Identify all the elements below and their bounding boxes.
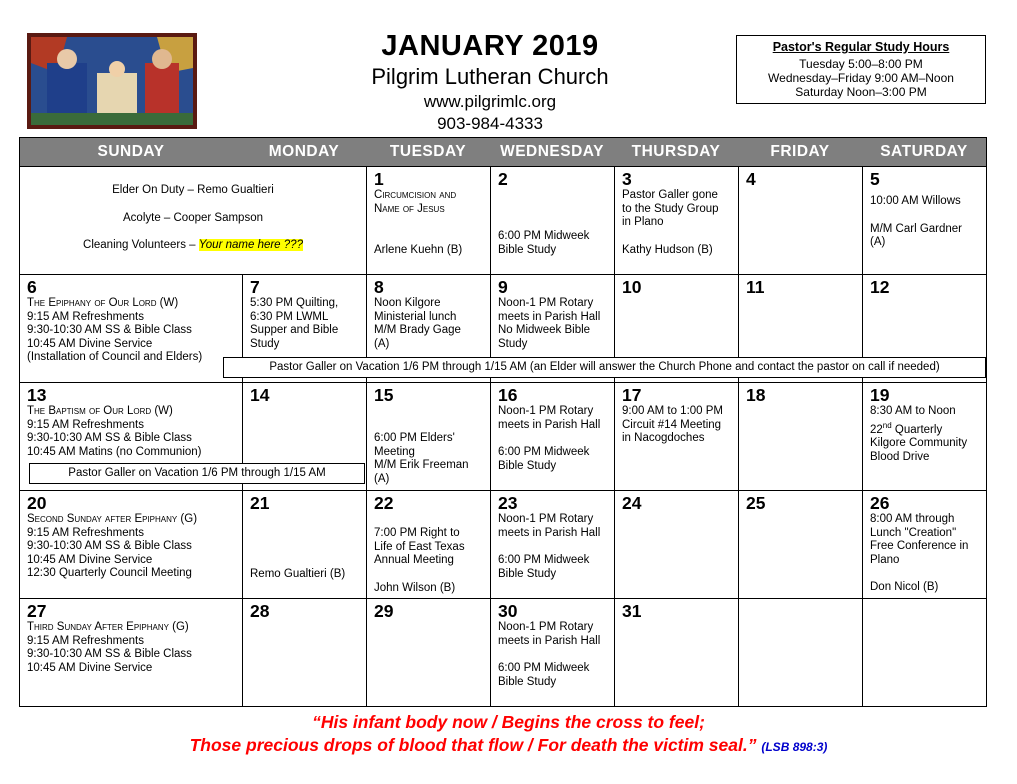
hymn-quote-line1: “His infant body now / Begins the cross to feel; bbox=[312, 712, 705, 732]
event-line: 9:15 AM Refreshments bbox=[27, 418, 144, 431]
day-note: Kathy Hudson (B) bbox=[622, 243, 713, 256]
weekday-thursday: THURSDAY bbox=[631, 143, 721, 160]
week1-info bbox=[20, 184, 366, 253]
church-phone: 903-984-4333 bbox=[437, 114, 543, 133]
day-cell-1 bbox=[374, 169, 490, 258]
event-line: Life of East Texas bbox=[374, 540, 465, 553]
day-number: 17 bbox=[622, 385, 642, 405]
study-hours-line: Wednesday–Friday 9:00 AM–Noon bbox=[768, 71, 954, 85]
event-line: 6:00 PM Midweek bbox=[498, 554, 590, 567]
cleaning-highlight: Your name here ??? bbox=[198, 239, 303, 252]
event-line: 9:30-10:30 AM SS & Bible Class bbox=[27, 324, 192, 337]
event-line: 10:45 AM Matins (no Communion) bbox=[27, 445, 202, 458]
event-line: to the Study Group bbox=[622, 202, 719, 215]
day-number: 15 bbox=[374, 385, 394, 405]
event-line: 10:45 AM Divine Service bbox=[27, 337, 153, 350]
row-divider bbox=[20, 274, 986, 275]
event-line: M/M Carl Gardner bbox=[870, 222, 963, 235]
cleaning-label: Cleaning Volunteers – bbox=[83, 239, 199, 252]
event-line: Lunch "Creation" bbox=[870, 526, 957, 539]
day-cell-22 bbox=[374, 493, 490, 595]
event-line: meets in Parish Hall bbox=[498, 418, 601, 431]
day-number: 25 bbox=[746, 493, 766, 513]
study-hours-line: Tuesday 5:00–8:00 PM bbox=[799, 57, 923, 71]
event-line: Meeting bbox=[374, 445, 415, 458]
day-cell-29 bbox=[374, 601, 490, 621]
feast-name: Circumcision and bbox=[374, 189, 457, 201]
feast-name: Third Sunday After Epiphany (G) bbox=[27, 621, 189, 633]
event-line: 6:00 PM Elders' bbox=[374, 432, 455, 444]
day-cell-19 bbox=[870, 385, 986, 464]
day-cell-17 bbox=[622, 385, 738, 446]
row-divider bbox=[20, 166, 986, 167]
day-cell-24 bbox=[622, 493, 738, 513]
day-number: 20 bbox=[27, 493, 47, 513]
day-cell-7 bbox=[250, 277, 366, 351]
ordinal-suffix: nd bbox=[882, 420, 892, 430]
day-cell-28 bbox=[250, 601, 366, 621]
day-cell-15 bbox=[374, 385, 490, 486]
day-cell-3 bbox=[622, 169, 738, 257]
day-number: 26 bbox=[870, 493, 890, 513]
day-number: 1 bbox=[374, 169, 384, 189]
day-number: 31 bbox=[622, 601, 642, 621]
feast-name: Second Sunday after Epiphany (G) bbox=[27, 513, 198, 525]
feast-name: Name of Jesus bbox=[374, 202, 445, 215]
day-number: 21 bbox=[250, 493, 270, 513]
event-line: Bible Study bbox=[498, 675, 557, 688]
column-divider bbox=[738, 166, 739, 706]
elder-on-duty: Elder On Duty – Remo Gualtieri bbox=[112, 184, 274, 196]
day-cell-2 bbox=[498, 169, 614, 257]
column-divider bbox=[862, 166, 863, 706]
day-number: 2 bbox=[498, 169, 508, 189]
day-cell-12 bbox=[870, 277, 986, 297]
event-line: Noon-1 PM Rotary bbox=[498, 621, 594, 633]
event-line: Kilgore Community bbox=[870, 437, 968, 450]
day-number: 8 bbox=[374, 277, 384, 297]
day-number: 4 bbox=[746, 169, 756, 189]
vacation-banner: Pastor Galler on Vacation 1/6 PM through 1/15 AM bbox=[29, 463, 365, 484]
day-note: John Wilson (B) bbox=[374, 581, 456, 594]
day-cell-31 bbox=[622, 601, 738, 621]
event-line bbox=[870, 419, 986, 437]
event-line: 12:30 Quarterly Council Meeting bbox=[27, 567, 192, 580]
day-note: Arlene Kuehn (B) bbox=[374, 244, 463, 257]
event-text: Quarterly bbox=[891, 423, 943, 436]
church-website: www.pilgrimlc.org bbox=[423, 92, 557, 111]
event-line: Bible Study bbox=[498, 459, 557, 472]
study-hours-box bbox=[736, 35, 986, 104]
event-line: Ministerial lunch bbox=[374, 310, 457, 323]
day-number: 14 bbox=[250, 385, 270, 405]
day-number: 13 bbox=[27, 385, 47, 405]
church-name: Pilgrim Lutheran Church bbox=[371, 64, 609, 89]
day-number: 23 bbox=[498, 493, 518, 513]
event-line: meets in Parish Hall bbox=[498, 310, 601, 323]
day-number: 29 bbox=[374, 601, 394, 621]
calendar-title: JANUARY 2019 bbox=[381, 30, 599, 62]
event-line: 9:15 AM Refreshments bbox=[27, 634, 144, 647]
event-line: 9:30-10:30 AM SS & Bible Class bbox=[27, 540, 192, 553]
event-line: 9:00 AM to 1:00 PM bbox=[622, 405, 724, 417]
event-line: 9:30-10:30 AM SS & Bible Class bbox=[27, 432, 192, 445]
event-line: Noon Kilgore bbox=[374, 297, 441, 309]
event-line: No Midweek Bible bbox=[498, 324, 591, 337]
day-number: 9 bbox=[498, 277, 508, 297]
event-line: in Plano bbox=[622, 216, 664, 229]
day-number: 18 bbox=[746, 385, 766, 405]
event-line: 10:00 AM Willows bbox=[870, 195, 961, 207]
day-cell-16 bbox=[498, 385, 614, 473]
day-cell-10 bbox=[622, 277, 738, 297]
event-line: (Installation of Council and Elders) bbox=[27, 351, 203, 364]
column-divider bbox=[366, 166, 367, 706]
day-number: 28 bbox=[250, 601, 270, 621]
hymn-citation: (LSB 898:3) bbox=[761, 740, 828, 754]
weekday-wednesday: WEDNESDAY bbox=[500, 143, 604, 160]
column-divider bbox=[614, 166, 615, 706]
day-number: 11 bbox=[746, 277, 765, 297]
column-divider bbox=[490, 166, 491, 706]
event-line: Bible Study bbox=[498, 567, 557, 580]
event-line: Noon-1 PM Rotary bbox=[498, 513, 594, 525]
day-cell-25 bbox=[746, 493, 862, 513]
day-number: 16 bbox=[498, 385, 518, 405]
event-line: 8:00 AM through bbox=[870, 513, 955, 525]
event-line: Blood Drive bbox=[870, 450, 930, 463]
event-line: in Nacogdoches bbox=[622, 432, 705, 445]
day-cell-20 bbox=[27, 493, 241, 581]
event-line: Study bbox=[498, 337, 528, 350]
event-line: Pastor Galler gone bbox=[622, 189, 718, 201]
event-line: 6:00 PM Midweek bbox=[498, 662, 590, 675]
day-cell-14 bbox=[250, 385, 366, 405]
calendar-grid bbox=[19, 137, 987, 707]
weekday-header bbox=[20, 138, 986, 166]
day-number: 22 bbox=[374, 493, 394, 513]
cleaning-volunteers bbox=[20, 239, 366, 253]
row-divider bbox=[20, 598, 986, 599]
event-line: Plano bbox=[870, 553, 900, 566]
event-line: 10:45 AM Divine Service bbox=[27, 661, 153, 674]
acolyte: Acolyte – Cooper Sampson bbox=[123, 211, 263, 224]
event-line: Supper and Bible bbox=[250, 324, 339, 337]
event-line: Bible Study bbox=[498, 243, 557, 256]
day-number: 5 bbox=[870, 169, 880, 189]
event-line: (A) bbox=[374, 337, 390, 350]
day-cell-11 bbox=[746, 277, 862, 297]
event-line: 6:00 PM Midweek bbox=[498, 230, 590, 242]
event-line: 6:30 PM LWML bbox=[250, 310, 329, 323]
day-note: Don Nicol (B) bbox=[870, 581, 939, 594]
event-line: Annual Meeting bbox=[374, 554, 454, 567]
event-line: 9:15 AM Refreshments bbox=[27, 310, 144, 323]
event-line: Noon-1 PM Rotary bbox=[498, 405, 594, 417]
day-number: 24 bbox=[622, 493, 642, 513]
feast-name: The Baptism of Our Lord (W) bbox=[27, 405, 173, 417]
day-number: 10 bbox=[622, 277, 642, 297]
event-line: 6:00 PM Midweek bbox=[498, 446, 590, 459]
event-line: 10:45 AM Divine Service bbox=[27, 553, 153, 566]
day-cell-6 bbox=[27, 277, 241, 365]
event-line: 8:30 AM to Noon bbox=[870, 405, 956, 417]
row-divider bbox=[20, 382, 986, 383]
event-line: 9:30-10:30 AM SS & Bible Class bbox=[27, 648, 192, 661]
ordinal-number: 22 bbox=[870, 423, 883, 436]
weekday-tuesday: TUESDAY bbox=[389, 143, 467, 160]
day-cell-23 bbox=[498, 493, 614, 581]
day-cell-13 bbox=[27, 385, 241, 459]
event-line: M/M Brady Gage bbox=[374, 324, 461, 337]
day-cell-9 bbox=[498, 277, 614, 351]
event-line: Study bbox=[250, 337, 280, 350]
day-number: 6 bbox=[27, 277, 37, 297]
event-line: (A) bbox=[374, 472, 390, 485]
stained-glass-image bbox=[27, 33, 197, 129]
row-divider bbox=[20, 490, 986, 491]
hymn-quote-text: Those precious drops of blood that flow / For death the victim seal.” bbox=[189, 735, 757, 755]
day-cell-5 bbox=[870, 169, 986, 250]
day-cell-4 bbox=[746, 169, 862, 189]
study-hours-line: Saturday Noon–3:00 PM bbox=[795, 85, 927, 99]
day-number: 19 bbox=[870, 385, 890, 405]
day-cell-27 bbox=[27, 601, 241, 675]
day-number: 30 bbox=[498, 601, 518, 621]
day-cell-18 bbox=[746, 385, 862, 405]
event-line: 5:30 PM Quilting, bbox=[250, 297, 339, 309]
event-line: meets in Parish Hall bbox=[498, 526, 601, 539]
feast-name: The Epiphany of Our Lord (W) bbox=[27, 297, 179, 309]
column-divider bbox=[242, 274, 243, 706]
event-line: meets in Parish Hall bbox=[498, 634, 601, 647]
event-line: 7:00 PM Right to bbox=[374, 527, 460, 539]
day-number: 3 bbox=[622, 169, 632, 189]
vacation-banner: Pastor Galler on Vacation 1/6 PM through 1/15 AM (an Elder will answer the Church Phone and contact the pastor on call if needed) bbox=[223, 357, 986, 378]
day-number: 7 bbox=[250, 277, 260, 297]
hymn-quote-line2 bbox=[0, 735, 1017, 756]
day-number: 27 bbox=[27, 601, 47, 621]
day-note: Remo Gualtieri (B) bbox=[250, 568, 346, 580]
event-line: 9:15 AM Refreshments bbox=[27, 526, 144, 539]
day-cell-30 bbox=[498, 601, 614, 689]
weekday-sunday: SUNDAY bbox=[97, 143, 165, 160]
event-line: (A) bbox=[870, 236, 886, 249]
event-line: Noon-1 PM Rotary bbox=[498, 297, 594, 309]
day-cell-8 bbox=[374, 277, 490, 351]
event-line: Circuit #14 Meeting bbox=[622, 418, 722, 431]
day-cell-21 bbox=[250, 493, 366, 582]
weekday-friday: FRIDAY bbox=[770, 143, 830, 160]
day-cell-26 bbox=[870, 493, 986, 595]
weekday-saturday: SATURDAY bbox=[880, 143, 968, 160]
event-line: M/M Erik Freeman bbox=[374, 459, 469, 472]
study-hours-title: Pastor's Regular Study Hours bbox=[772, 40, 950, 54]
day-number: 12 bbox=[870, 277, 890, 297]
weekday-monday: MONDAY bbox=[268, 143, 340, 160]
event-line: Free Conference in bbox=[870, 540, 969, 553]
